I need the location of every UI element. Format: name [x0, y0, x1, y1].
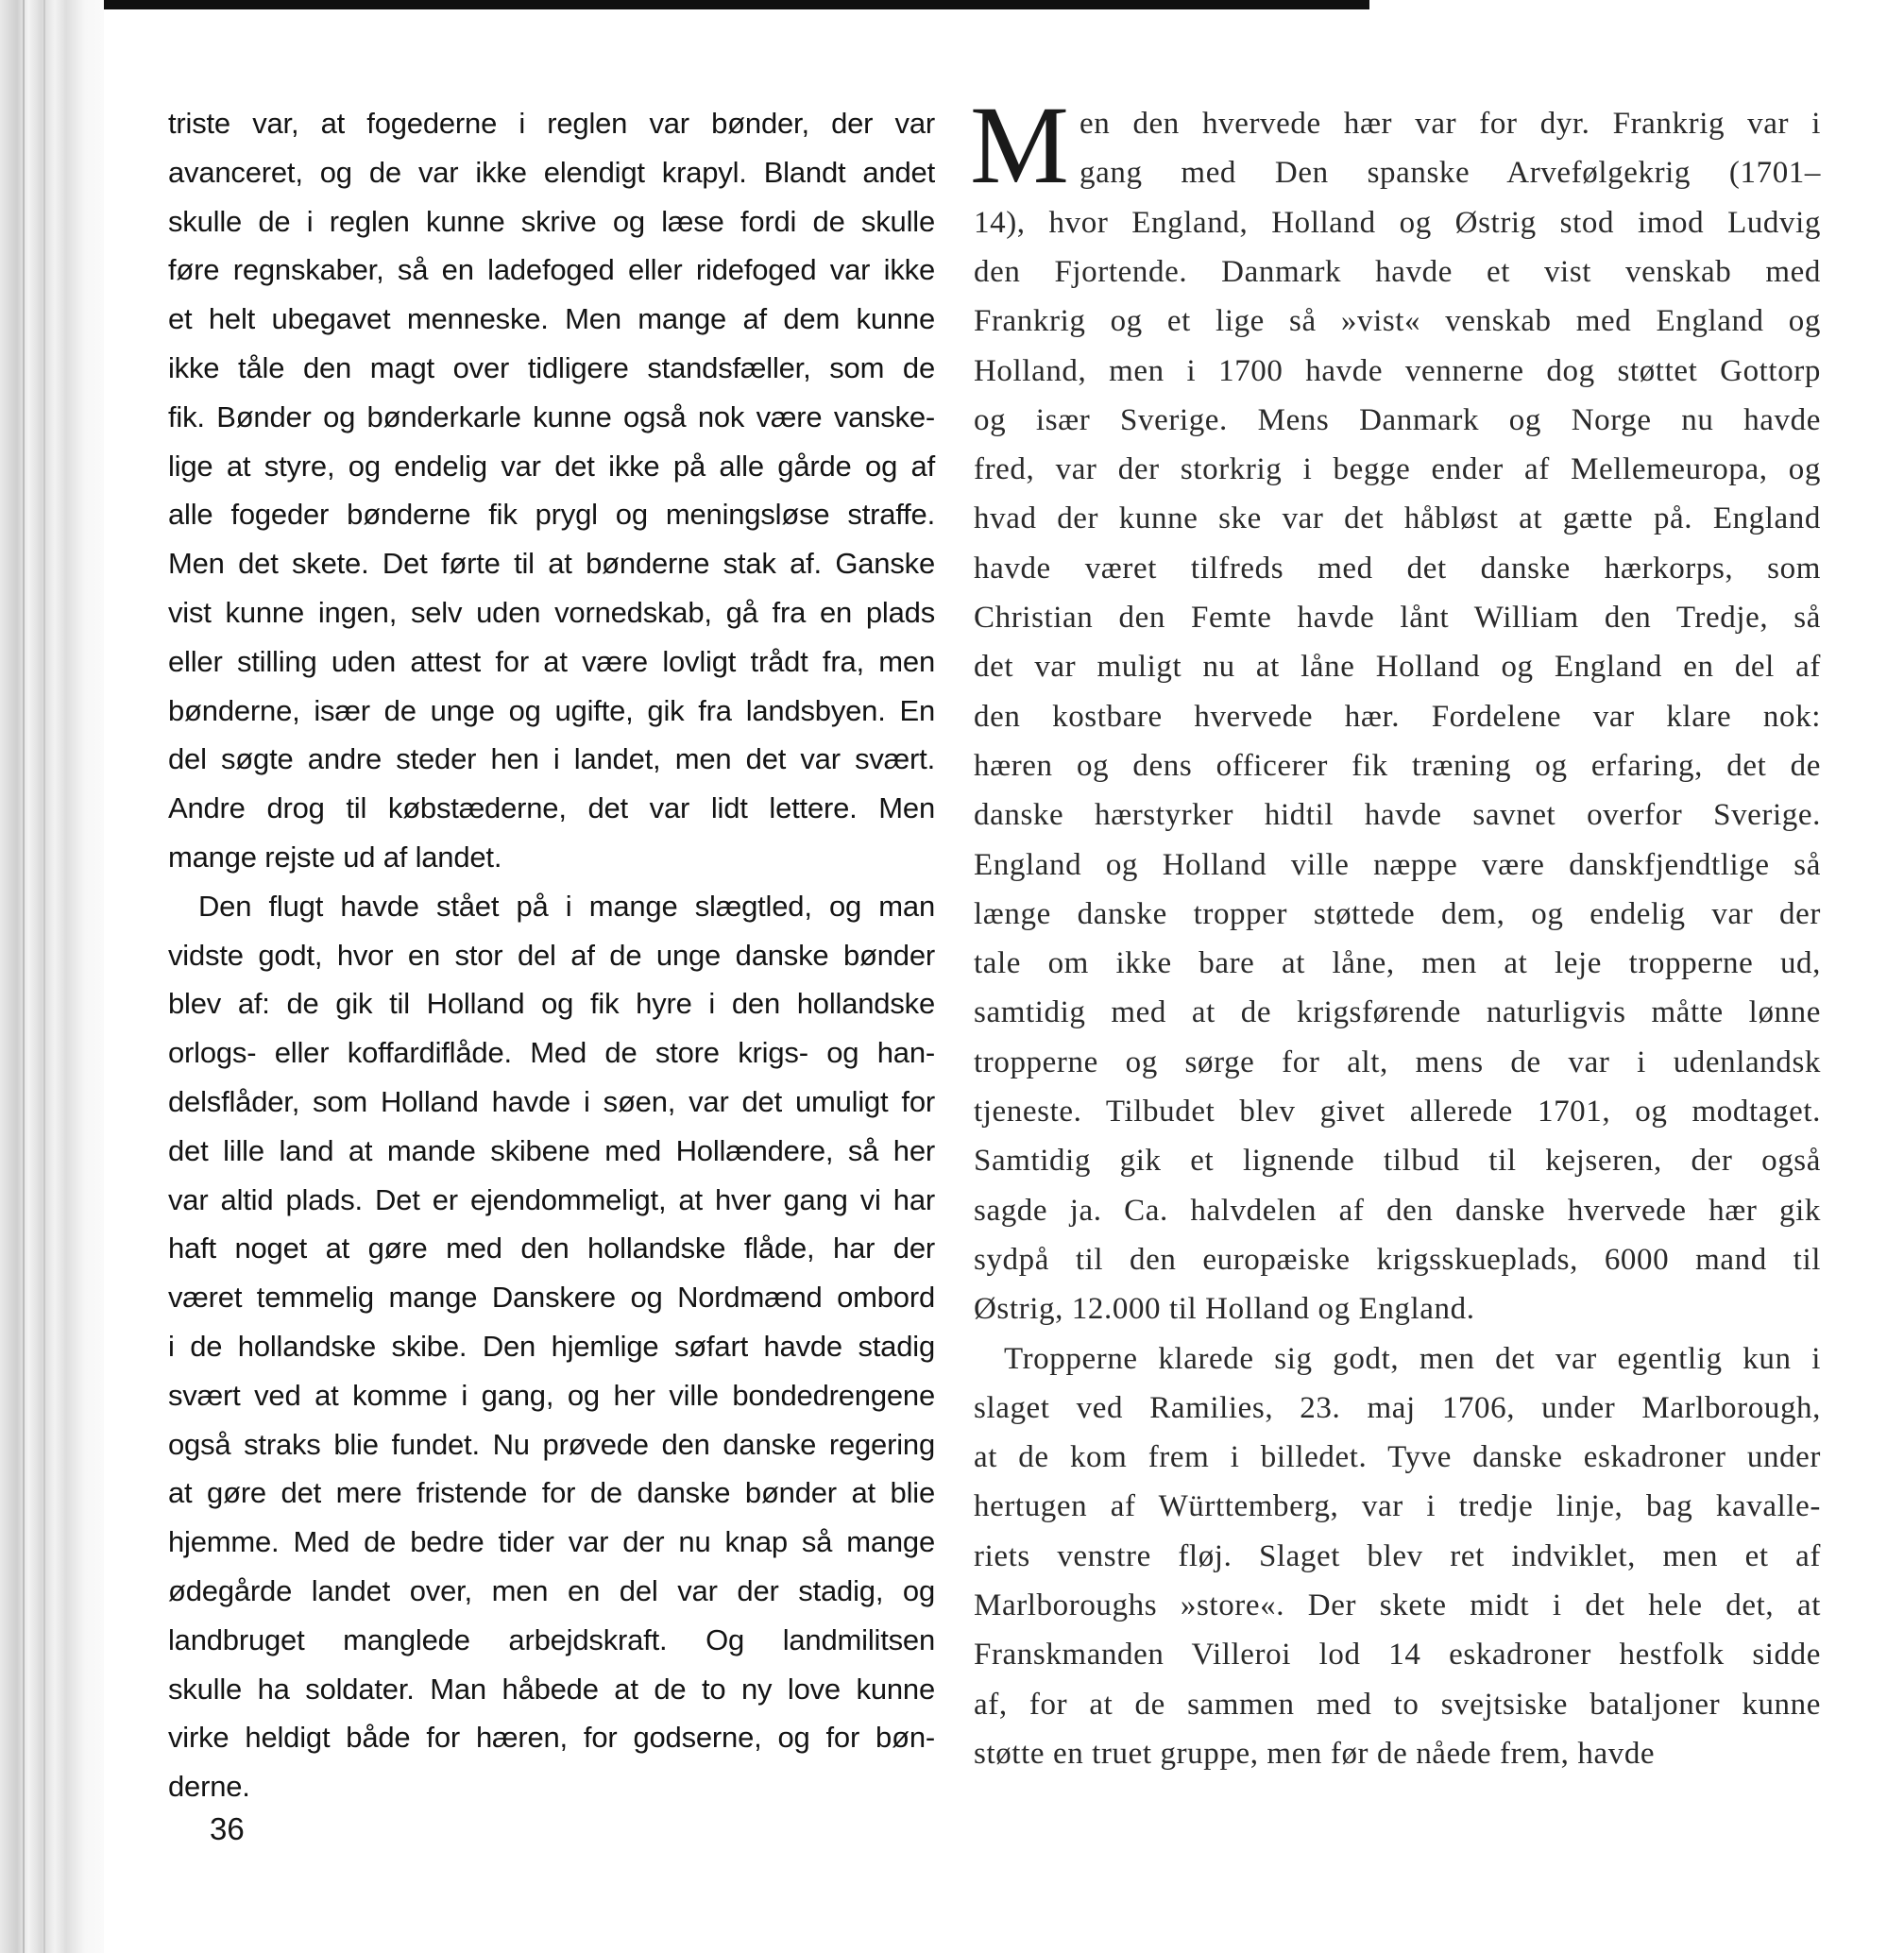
text-line: en den hvervede hær var for dyr. Frankrig var i [1080, 107, 1821, 141]
text-line: Christian den Femte havde lånt William den Tredje, så [974, 601, 1821, 635]
text-line: danske hærstyrker hidtil havde savnet overfor Sverige. [974, 798, 1821, 833]
text-line: gang med Den spanske Arvefølgekrig (1701– [1080, 156, 1821, 191]
text-line: samtidig med at de krigsførende naturligvis måtte lønne [974, 995, 1821, 1030]
top-dark-border [0, 0, 1369, 9]
text-line: England og Holland ville næppe være danskfjendtlige så [974, 847, 1821, 882]
text-line: tropperne og sørge for alt, mens de var i udenlandsk [974, 1044, 1821, 1079]
text-line: Tropperne klarede sig godt, men det var egentlig kun i [1004, 1341, 1821, 1376]
drop-cap: M [970, 83, 1069, 207]
page-edge-line [43, 0, 45, 1953]
text-line: landbruget manglede arbejdskraft. Og landmilitsen [168, 1622, 935, 1656]
text-line: også straks blie fundet. Nu prøvede den danske regering [168, 1427, 935, 1461]
text-line: hertugen af Württemberg, var i tredje linje, bag kavalle- [974, 1489, 1821, 1524]
text-line: hvad der kunne ske var det håbløst at gætte på. England [974, 501, 1821, 536]
text-line: havde været tilfreds med det danske hærkorps, som [974, 551, 1821, 586]
text-line: hjemme. Med de bedre tider var der nu knap så mange [168, 1525, 935, 1559]
text-line: eller stilling uden attest for at være lovligt trådt fra, men [168, 644, 935, 678]
text-line: Andre drog til købstæderne, det var lidt lettere. Men [168, 791, 935, 825]
text-line: var altid plads. Det er ejendommeligt, at hver gang vi har [168, 1182, 935, 1216]
text-line: og især Sverige. Mens Danmark og Norge nu havde [974, 402, 1821, 437]
text-line: tale om ikke bare at låne, men at leje tropperne ud, [974, 946, 1821, 981]
text-line: føre regnskaber, så en ladefoged eller ridefoged var ikke [168, 253, 935, 287]
text-line: den kostbare hvervede hær. Fordelene var klare nok: [974, 699, 1821, 734]
text-line: vidste godt, hvor en stor del af de unge danske bønder [168, 938, 935, 972]
text-line: riets venstre fløj. Slaget blev ret indviklet, men et af [974, 1538, 1821, 1573]
text-line: længe danske tropper støttede dem, og endelig var der [974, 896, 1821, 931]
text-line: alle fogeder bønderne fik prygl og meningsløse straffe. [168, 498, 935, 532]
text-line: orlogs- eller koffardiflåde. Med de store krigs- og han- [168, 1036, 935, 1070]
text-line: Den flugt havde stået på i mange slægtled, og man [198, 889, 935, 923]
text-line: ikke tåle den magt over tidligere standsfæller, som de [168, 351, 935, 384]
text-line: 14), hvor England, Holland og Østrig stod imod Ludvig [974, 205, 1821, 240]
text-line: Holland, men i 1700 havde vennerne dog støttet Gottorp [974, 353, 1821, 388]
text-line: Samtidig gik et lignende tilbud til kejseren, der også [974, 1144, 1821, 1179]
text-line: slaget ved Ramilies, 23. maj 1706, under Marlborough, [974, 1390, 1821, 1425]
text-line: det lille land at mande skibene med Hollændere, så her [168, 1133, 935, 1167]
book-gutter [0, 0, 104, 1953]
text-line: skulle ha soldater. Man håbede at de to ny love kunne [168, 1672, 935, 1706]
page-edge-line [23, 0, 25, 1953]
text-line: virke heldigt både for hæren, for godserne, og for bøn- [168, 1721, 935, 1755]
text-line: derne. [168, 1770, 250, 1804]
text-line: støtte en truet gruppe, men før de nåede frem, havde [974, 1736, 1656, 1771]
text-line: lige at styre, og endelig var det ikke på alle gårde og af [168, 449, 935, 483]
page-number: 36 [210, 1811, 245, 1846]
text-line: Franskmanden Villeroi lod 14 eskadroner hestfolk sidde [974, 1638, 1821, 1673]
text-line: svært ved at komme i gang, og her ville bondedrengene [168, 1378, 935, 1412]
text-line: af, for at de sammen med to svejtsiske bataljoner kunne [974, 1687, 1821, 1722]
text-line: Marlboroughs »store«. Der skete midt i det hele det, at [974, 1588, 1821, 1622]
text-line: Østrig, 12.000 til Holland og England. [974, 1292, 1475, 1327]
text-line: hæren og dens officerer fik træning og erfaring, det de [974, 748, 1821, 783]
text-line: bønderne, især de unge og ugifte, gik fra landsbyen. En [168, 693, 935, 727]
text-line: i de hollandske skibe. Den hjemlige søfart havde stadig [168, 1330, 935, 1363]
text-line: det var muligt nu at låne Holland og England en del af [974, 650, 1821, 685]
text-line: fred, var der storkrig i begge ender af Mellemeuropa, og [974, 452, 1821, 487]
text-line: sydpå til den europæiske krigsskueplads, 6000 mand til [974, 1242, 1821, 1277]
text-line: del søgte andre steder hen i landet, men det var svært. [168, 742, 935, 776]
text-line: ødegårde landet over, men en del var der stadig, og [168, 1574, 935, 1607]
text-line: skulle de i reglen kunne skrive og læse fordi de skulle [168, 204, 935, 238]
text-line: Frankrig og et lige så »vist« venskab med England og [974, 304, 1821, 339]
text-line: tjeneste. Tilbudet blev givet allerede 1701, og modtaget. [974, 1095, 1821, 1129]
text-line: at de kom frem i billedet. Tyve danske eskadroner under [974, 1440, 1821, 1475]
text-line: delsflåder, som Holland havde i søen, var det umuligt for [168, 1085, 935, 1118]
text-line: et helt ubegavet menneske. Men mange af dem kunne [168, 302, 935, 336]
text-line: at gøre det mere fristende for de danske bønder at blie [168, 1476, 935, 1510]
text-line: haft noget at gøre med den hollandske flåde, har der [168, 1231, 935, 1265]
text-line: været temmelig mange Danskere og Nordmænd ombord [168, 1281, 935, 1315]
text-line: fik. Bønder og bønderkarle kunne også nok være vanske- [168, 399, 935, 433]
text-line: den Fjortende. Danmark havde et vist venskab med [974, 254, 1821, 289]
text-line: Men det skete. Det førte til at bønderne stak af. Ganske [168, 547, 935, 581]
text-line: triste var, at fogederne i reglen var bønder, der var [168, 107, 935, 140]
text-line: vist kunne ingen, selv uden vornedskab, gå fra en plads [168, 596, 935, 629]
text-line: sagde ja. Ca. halvdelen af den danske hvervede hær gik [974, 1193, 1821, 1228]
text-line: blev af: de gik til Holland og fik hyre i den hollandske [168, 987, 935, 1021]
text-line: avanceret, og de var ikke elendigt krapyl. Blandt andet [168, 155, 935, 189]
text-line: mange rejste ud af landet. [168, 841, 502, 874]
